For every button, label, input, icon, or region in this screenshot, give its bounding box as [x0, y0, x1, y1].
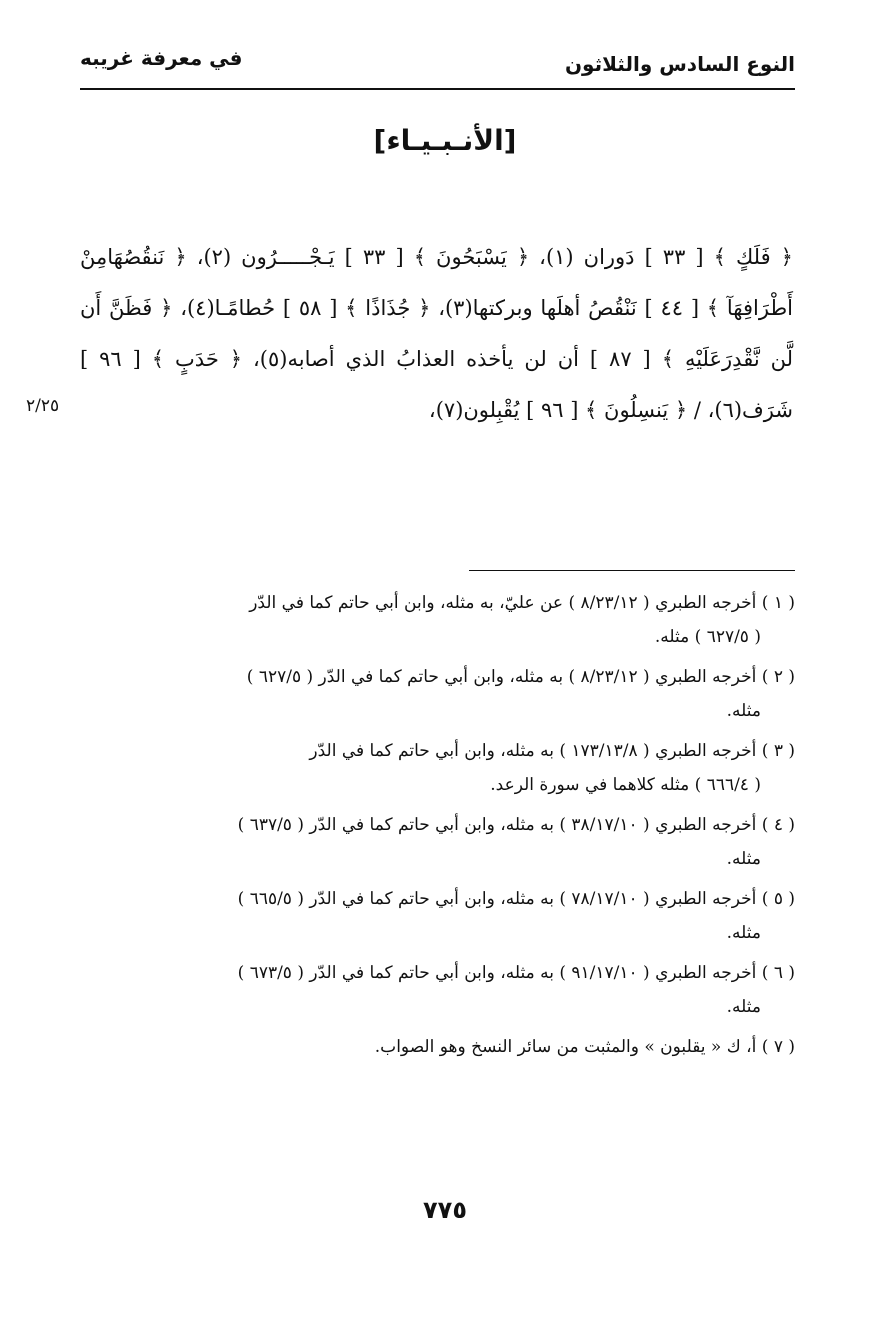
running-header-chapter: النوع السادس والثلاثون — [564, 52, 795, 76]
footnote — [82, 586, 795, 654]
footnote-line: ( ٧ ) أ، ك « يقلبون » والمثبت من سائر النسخ وهو الصواب. — [374, 1037, 795, 1057]
main-text: ﴿ فَلَكٍ ﴾ [ ٣٣ ] دَوران (١)، ﴿ يَسْبَحُونَ ﴾ [ ٣٣ ] يَـجْـــــرُون (٢)، ﴿ نَنقُصُهَامِنْ أَطْرَافِهَآ ﴾ [ ٤٤ ] نَنْقُصُ أهلَها وبركتها(٣)، ﴿ جُذَاذًا ﴾ [ ٥٨ ] حُطامًـا(٤)، ﴿ فَظَنَّ أَن لَّن نَّقْدِرَعَلَيْهِ ﴾ [ ٨٧ ] أن لن يأخذه العذابُ الذي أصابه(٥)، ﴿ حَدَبٍ ﴾ [ ٩٦ ] شَرَف(٦)، / ﴿ يَنسِلُونَ ﴾ [ ٩٦ ] يُقْبِلون(٧)، — [80, 245, 793, 422]
footnote-line: ( ٤ ) أخرجه الطبري ( ٣٨/١٧/١٠ ) به مثله، وابن أبي حاتم كما في الدّر ( ٦٣٧/٥ ) — [237, 815, 795, 835]
footnotes — [82, 586, 795, 1070]
footnote-line: ( ٦٢٧/٥ ) مثله. — [654, 627, 761, 647]
footnote-line: ( ٣ ) أخرجه الطبري ( ١٧٣/١٣/٨ ) به مثله، وابن أبي حاتم كما في الدّر — [309, 741, 795, 761]
footnote — [82, 808, 795, 876]
footnote — [82, 1030, 795, 1064]
footnote-line: مثله. — [726, 849, 761, 869]
surah-title: [الأنـبـيـاء] — [373, 124, 517, 157]
footnote-line: مثله. — [726, 701, 761, 721]
footnote-line: ( ١ ) أخرجه الطبري ( ٨/٢٣/١٢ ) عن عليّ، به مثله، وابن أبي حاتم كما في الدّر — [249, 593, 795, 613]
footnote-line: ( ٦ ) أخرجه الطبري ( ٩١/١٧/١٠ ) به مثله، وابن أبي حاتم كما في الدّر ( ٦٧٣/٥ ) — [237, 963, 795, 983]
page-number: ٧٧٥ — [423, 1196, 467, 1224]
footnote-line: ( ٦٦٦/٤ ) مثله كلاهما في سورة الرعد. — [490, 775, 761, 795]
footnote — [82, 882, 795, 950]
footnote — [82, 660, 795, 728]
running-header-section: في معرفة غريبه — [80, 46, 243, 70]
footnote-line: مثله. — [726, 997, 761, 1017]
margin-reference: ٢/٢٥ — [26, 396, 60, 416]
header-rule — [80, 88, 795, 90]
footnote — [82, 734, 795, 802]
footnote-line: مثله. — [726, 923, 761, 943]
footnote — [82, 956, 795, 1024]
footnote-line: ( ٢ ) أخرجه الطبري ( ٨/٢٣/١٢ ) به مثله، وابن أبي حاتم كما في الدّر ( ٦٢٧/٥ ) — [246, 667, 795, 687]
footnote-separator — [469, 570, 795, 571]
footnote-line: ( ٥ ) أخرجه الطبري ( ٧٨/١٧/١٠ ) به مثله، وابن أبي حاتم كما في الدّر ( ٦٦٥/٥ ) — [237, 889, 795, 909]
